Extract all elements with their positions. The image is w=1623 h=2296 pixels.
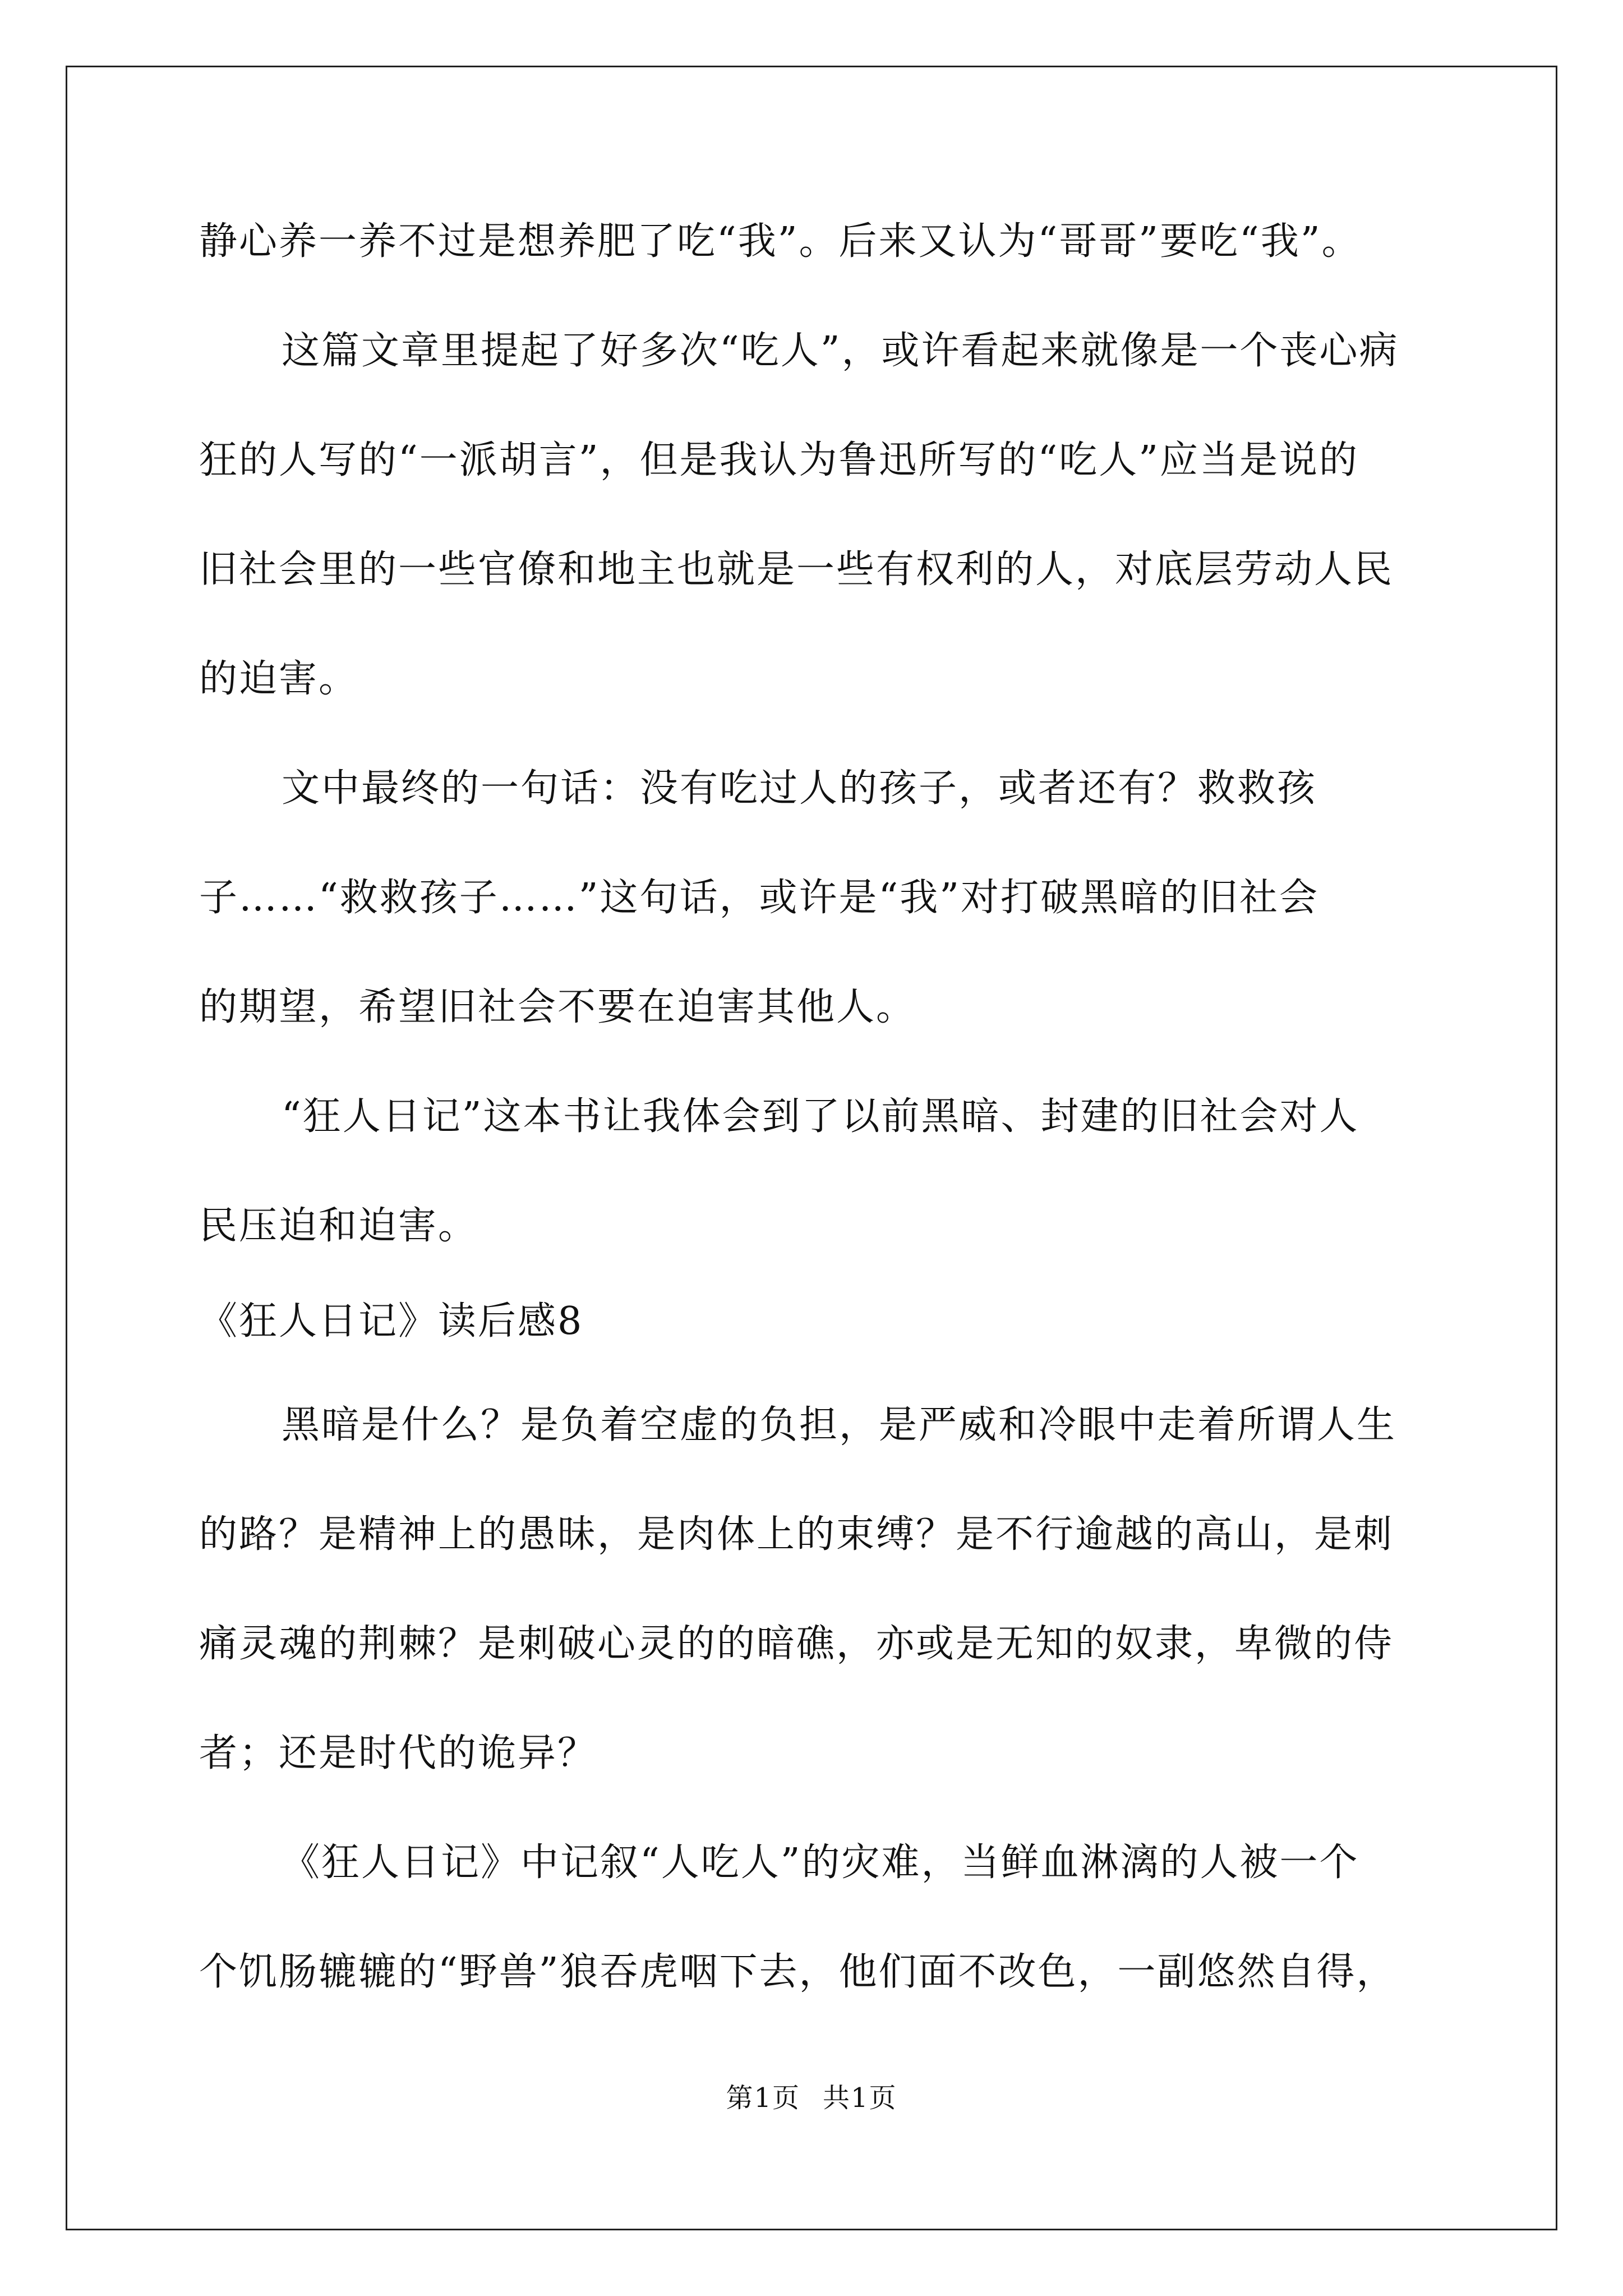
text-line: 的迫害。 <box>199 657 359 701</box>
text-line: 这篇文章里提起了好多次“吃人”，或许看起来就像是一个丧心病 <box>282 329 1399 373</box>
text-line: 子……“救救孩子……”这句话，或许是“我”对打破黑暗的旧社会 <box>199 876 1320 920</box>
text-line: 《狂人日记》中记叙“人吃人”的灾难，当鲜血淋漓的人被一个 <box>282 1841 1359 1885</box>
text-line: 个饥肠辘辘的“野兽”狼吞虎咽下去，他们面不改色，一副悠然自得， <box>199 1950 1396 1994</box>
text-line: 文中最终的一句话：没有吃过人的孩子，或者还有？救救孩 <box>282 766 1317 811</box>
page-footer <box>0 2081 1623 2115</box>
text-line: 黑暗是什么？是负着空虚的负担，是严威和冷眼中走着所谓人生 <box>282 1403 1397 1447</box>
text-line: 的期望，希望旧社会不要在迫害其他人。 <box>199 985 916 1029</box>
text-line: 狂的人写的“一派胡言”，但是我认为鲁迅所写的“吃人”应当是说的 <box>199 438 1359 482</box>
text-line: “狂人日记”这本书让我体会到了以前黑暗、封建的旧社会对人 <box>282 1094 1359 1139</box>
text-line: 的路？是精神上的愚昧，是肉体上的束缚？是不行逾越的高山，是刺 <box>199 1512 1394 1557</box>
text-line: 者；还是时代的诡异？ <box>199 1731 598 1775</box>
page-number: 第1页 <box>726 2082 800 2114</box>
text-line: 痛灵魂的荆棘？是刺破心灵的的暗礁，亦或是无知的奴隶，卑微的侍 <box>199 1622 1394 1666</box>
page-total: 共1页 <box>823 2082 897 2114</box>
text-line: 旧社会里的一些官僚和地主也就是一些有权利的人，对底层劳动人民 <box>199 547 1394 592</box>
text-line: 静心养一养不过是想养肥了吃“我”。后来又认为“哥哥”要吃“我”。 <box>199 219 1362 264</box>
section-heading: 《狂人日记》读后感8 <box>199 1299 584 1343</box>
page-frame <box>66 66 1557 2230</box>
text-line: 民压迫和迫害。 <box>199 1204 478 1248</box>
